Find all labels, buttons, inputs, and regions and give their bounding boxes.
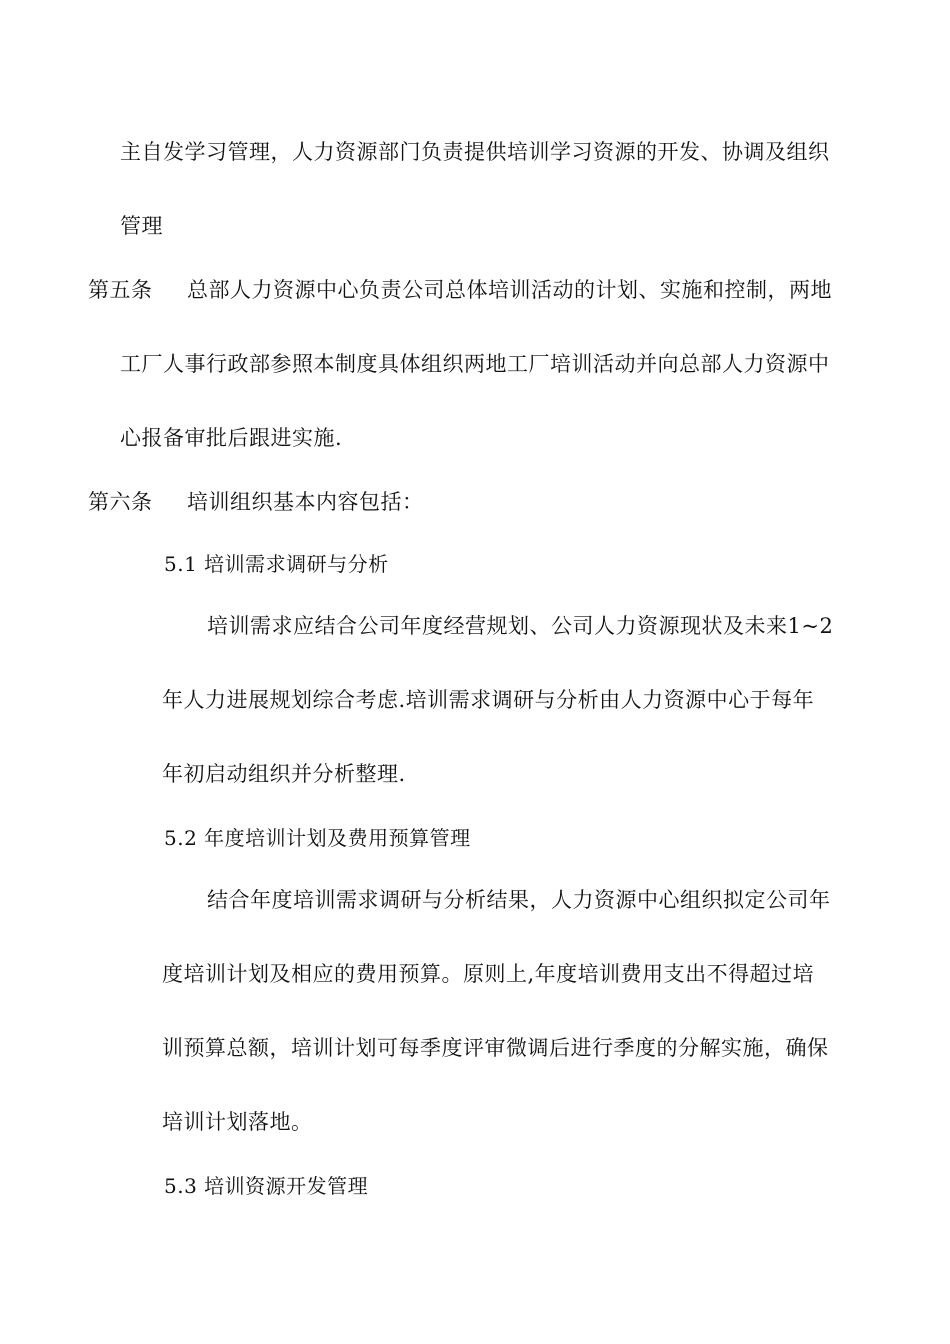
article-6-label: 第六条 <box>88 490 153 514</box>
article-5-line-2: 工厂人事行政部参照本制度具体组织两地工厂培训活动并向总部人力资源中 <box>120 352 830 376</box>
section-5-1-line-1: 培训需求应结合公司年度经营规划、公司人力资源现状及未来1~2 <box>207 614 834 638</box>
section-5-2-line-3: 训预算总额，培训计划可每季度评审微调后进行季度的分解实施，确保 <box>162 1036 829 1060</box>
section-5-2-line-4: 培训计划落地。 <box>162 1110 313 1134</box>
section-5-1-heading: 5.1 培训需求调研与分析 <box>164 552 389 576</box>
article-5-label: 第五条 <box>88 278 153 302</box>
paragraph-1-line-2: 管理 <box>120 214 163 238</box>
section-5-2-line-1: 结合年度培训需求调研与分析结果，人力资源中心组织拟定公司年 <box>207 888 831 912</box>
paragraph-1-line-1: 主自发学习管理，人力资源部门负责提供培训学习资源的开发、协调及组织 <box>120 140 830 164</box>
section-5-1-line-2: 年人力进展规划综合考虑.培训需求调研与分析由人力资源中心于每年 <box>162 688 815 712</box>
section-5-2-line-2: 度培训计划及相应的费用预算。原则上,年度培训费用支出不得超过培 <box>162 962 815 986</box>
article-6-text: 培训组织基本内容包括： <box>187 490 424 514</box>
article-5-line-3: 心报备审批后跟进实施. <box>120 426 343 450</box>
article-5-line-1: 总部人力资源中心负责公司总体培训活动的计划、实施和控制，两地 <box>187 278 832 302</box>
section-5-3-heading: 5.3 培训资源开发管理 <box>164 1174 369 1198</box>
section-5-1-line-3: 年初启动组织并分析整理. <box>162 762 406 786</box>
section-5-2-heading: 5.2 年度培训计划及费用预算管理 <box>164 826 471 850</box>
